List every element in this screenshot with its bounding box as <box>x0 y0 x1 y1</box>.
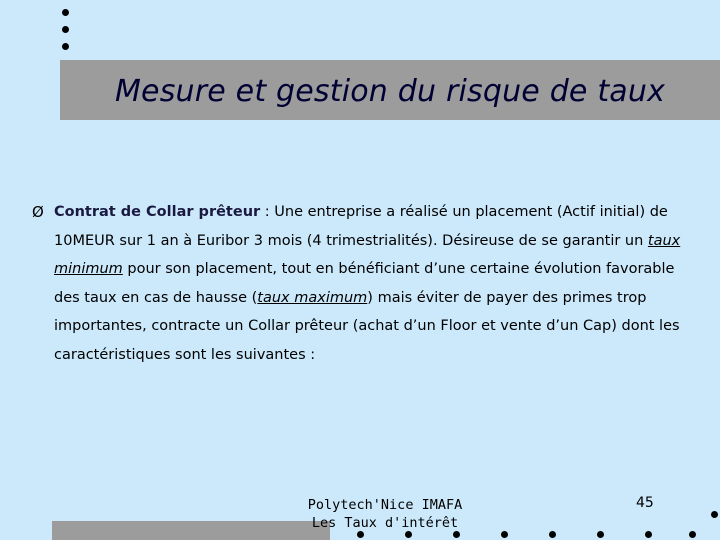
page-number: 45 <box>636 495 654 511</box>
decor-dot <box>405 531 412 538</box>
decor-dot <box>453 531 460 538</box>
decor-dot <box>62 43 69 50</box>
footer-line-1: Polytech'Nice IMAFA <box>307 497 463 513</box>
decor-dot <box>62 9 69 16</box>
text-segment: : Une entreprise a réalisé un placement (Actif initial) de 10MEUR sur 1 an à Euribor 3 mois (4 trimestrialités). Désireuse de se garantir un <box>54 204 668 249</box>
footer-source <box>300 496 470 532</box>
decor-dot <box>501 531 508 538</box>
footer-bar <box>52 521 330 540</box>
decor-dot <box>357 531 364 538</box>
body-paragraph <box>54 198 692 369</box>
underlined-term: taux maximum <box>257 289 368 306</box>
lead-term: Contrat de Collar prêteur <box>54 204 261 220</box>
decor-dot <box>689 531 696 538</box>
decor-dot <box>597 531 604 538</box>
footer-line-2: Les Taux d'intérêt <box>311 515 459 531</box>
slide-body <box>32 198 692 369</box>
decor-dot <box>711 511 718 518</box>
arrow-bullet-icon: Ø <box>32 203 44 221</box>
text-segment: ) mais éviter de payer des primes trop importantes, contracte un Collar prêteur (achat d’un Floor et vente d’un Cap) dont les caractéristiques sont les suivantes : <box>54 289 680 363</box>
decor-dot <box>549 531 556 538</box>
slide-title: Mesure et gestion du risque de taux <box>114 74 666 109</box>
decor-dot <box>645 531 652 538</box>
decor-dot <box>62 26 69 33</box>
title-bar <box>60 60 720 120</box>
text-segment: pour son placement, tout en bénéficiant d’une certaine évolution favorable des taux en cas de hausse ( <box>54 261 675 306</box>
underlined-term: taux minimum <box>54 232 681 277</box>
